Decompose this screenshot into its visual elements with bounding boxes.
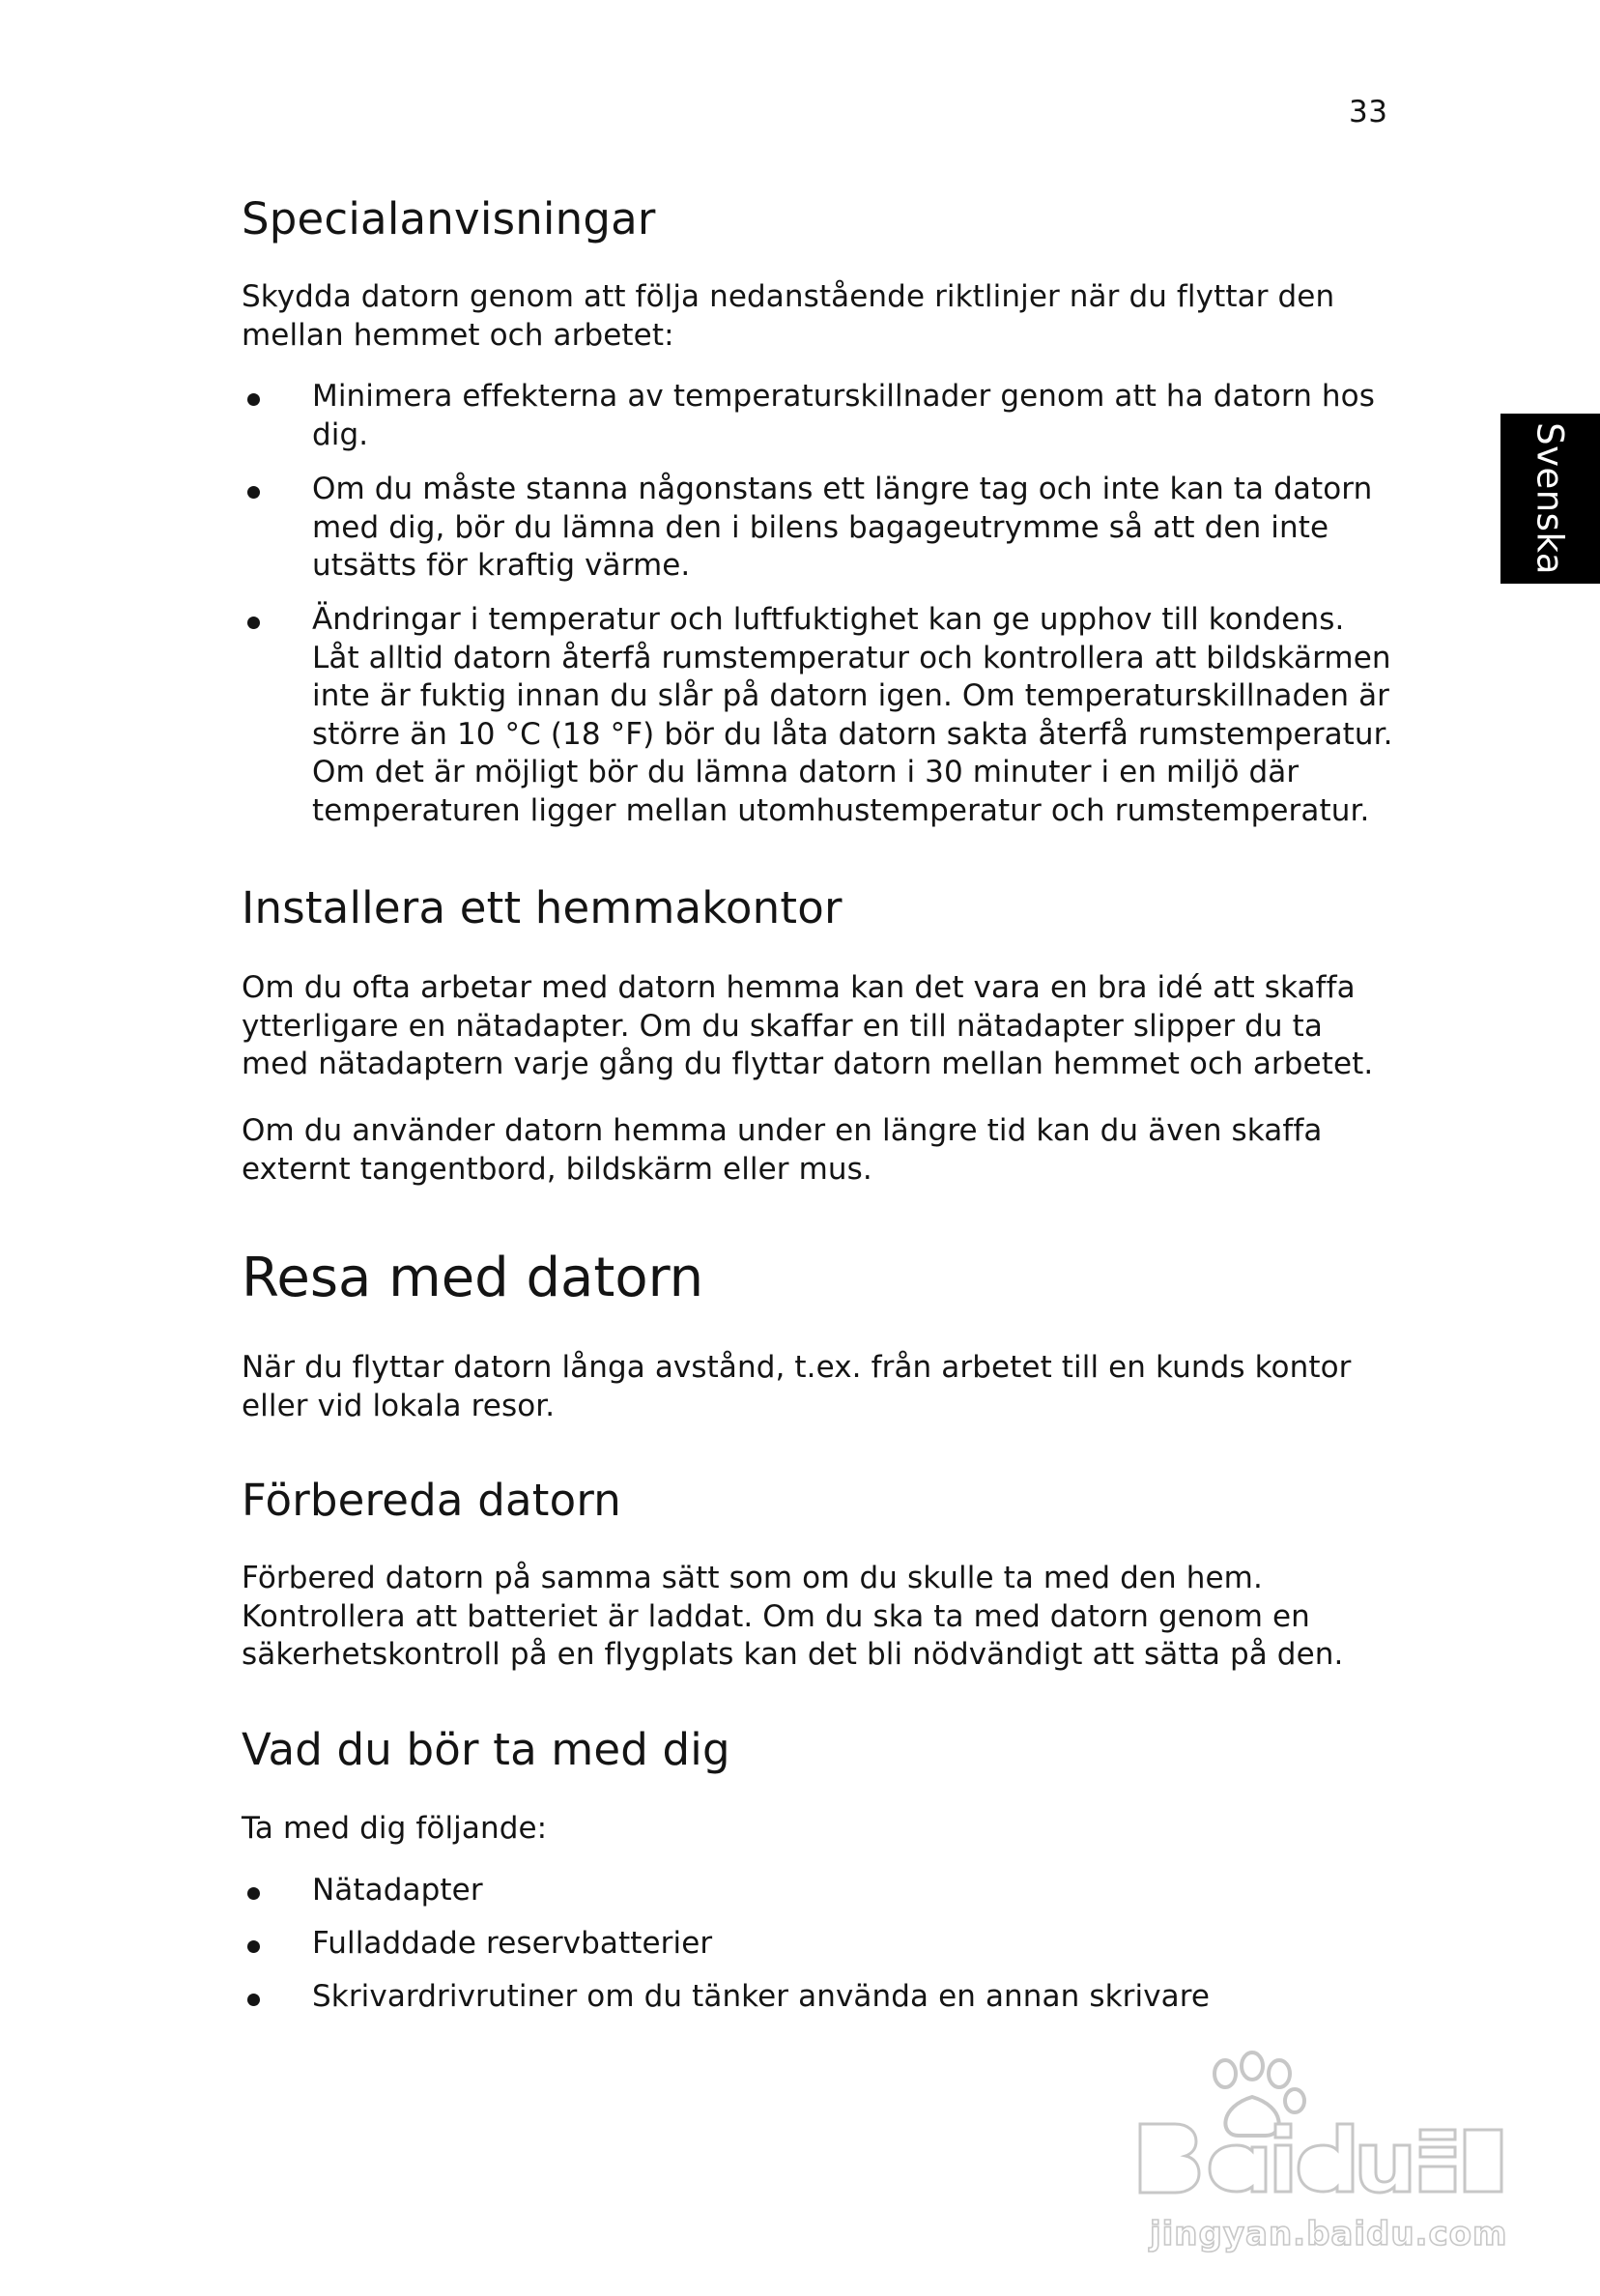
heading-home-office: Installera ett hemmakontor xyxy=(242,882,843,933)
baidu-jingyan-watermark xyxy=(1130,2047,1507,2259)
heading-travel: Resa med datorn xyxy=(242,1247,704,1309)
watermark-url: jingyan.baidu.com xyxy=(1150,2215,1507,2253)
heading-special-instructions: Specialanvisningar xyxy=(242,193,656,244)
baidu-wordmark xyxy=(1140,2124,1501,2193)
language-side-tab xyxy=(1500,414,1600,584)
home-office-paragraph-2: Om du använder datorn hemma under en längre tid kan du även skaffa externt tangentbord, bildskärm eller mus. xyxy=(242,1113,1323,1187)
bring-bullet-3-text: Skrivardrivrutiner om du tänker använda en annan skrivare xyxy=(312,1979,1211,2014)
prepare-paragraph: Förbered datorn på samma sätt som om du skulle ta med den hem. Kontrollera att batteriet är laddat. Om du ska ta med datorn genom en säkerhetskontroll på en flygplats kan det bli nödvändigt att sätta på den. xyxy=(242,1561,1344,1672)
bullet-icon xyxy=(247,1940,260,1953)
special-bullet-3-text: Ändringar i temperatur och luftfuktighet kan ge upphov till kondens. Låt alltid datorn återfå rumstemperatur och kontrollera att bildskärmen inte är fuktig innan du slår på datorn igen. Om temperaturskillnaden är större än 10 °C (18 °F) bör du låta datorn sakta återfå rumstemperatur. Om det är möjligt bör du lämna datorn i 30 minuter i en miljö där temperaturen ligger mellan utomhustemperatur och rumstemperatur. xyxy=(312,602,1393,828)
travel-intro-paragraph: När du flyttar datorn långa avstånd, t.ex. från arbetet till en kunds kontor eller vid lokala resor. xyxy=(242,1350,1352,1423)
heading-what-to-bring: Vad du bör ta med dig xyxy=(242,1724,730,1775)
special-bullet-2-text: Om du måste stanna någonstans ett längre tag och inte kan ta datorn med dig, bör du lämna den i bilens bagageutrymme så att den inte utsätts för kraftig värme. xyxy=(312,472,1373,583)
bring-bullet-2-text: Fulladdade reservbatterier xyxy=(312,1926,713,1961)
bullet-icon xyxy=(247,617,260,629)
bring-bullet-1-text: Nätadapter xyxy=(312,1873,483,1908)
heading-prepare-computer: Förbereda datorn xyxy=(242,1475,621,1526)
bring-intro-paragraph: Ta med dig följande: xyxy=(242,1811,548,1846)
home-office-paragraph-1: Om du ofta arbetar med datorn hemma kan det vara en bra idé att skaffa ytterligare en nätadapter. Om du skaffar en till nätadapter slipper du ta med nätadaptern varje gång du flyttar datorn mellan hemmet och arbetet. xyxy=(242,970,1374,1081)
page-number: 33 xyxy=(1349,95,1388,129)
special-intro-paragraph: Skydda datorn genom att följa nedanstående riktlinjer när du flyttar den mellan hemmet och arbetet: xyxy=(242,279,1335,353)
language-tab-label: Svenska xyxy=(1529,422,1571,575)
bullet-icon xyxy=(247,486,260,499)
bullet-icon xyxy=(247,1994,260,2006)
special-bullet-1-text: Minimera effekterna av temperaturskillnader genom att ha datorn hos dig. xyxy=(312,379,1375,452)
bullet-icon xyxy=(247,1887,260,1900)
bullet-icon xyxy=(247,393,260,406)
